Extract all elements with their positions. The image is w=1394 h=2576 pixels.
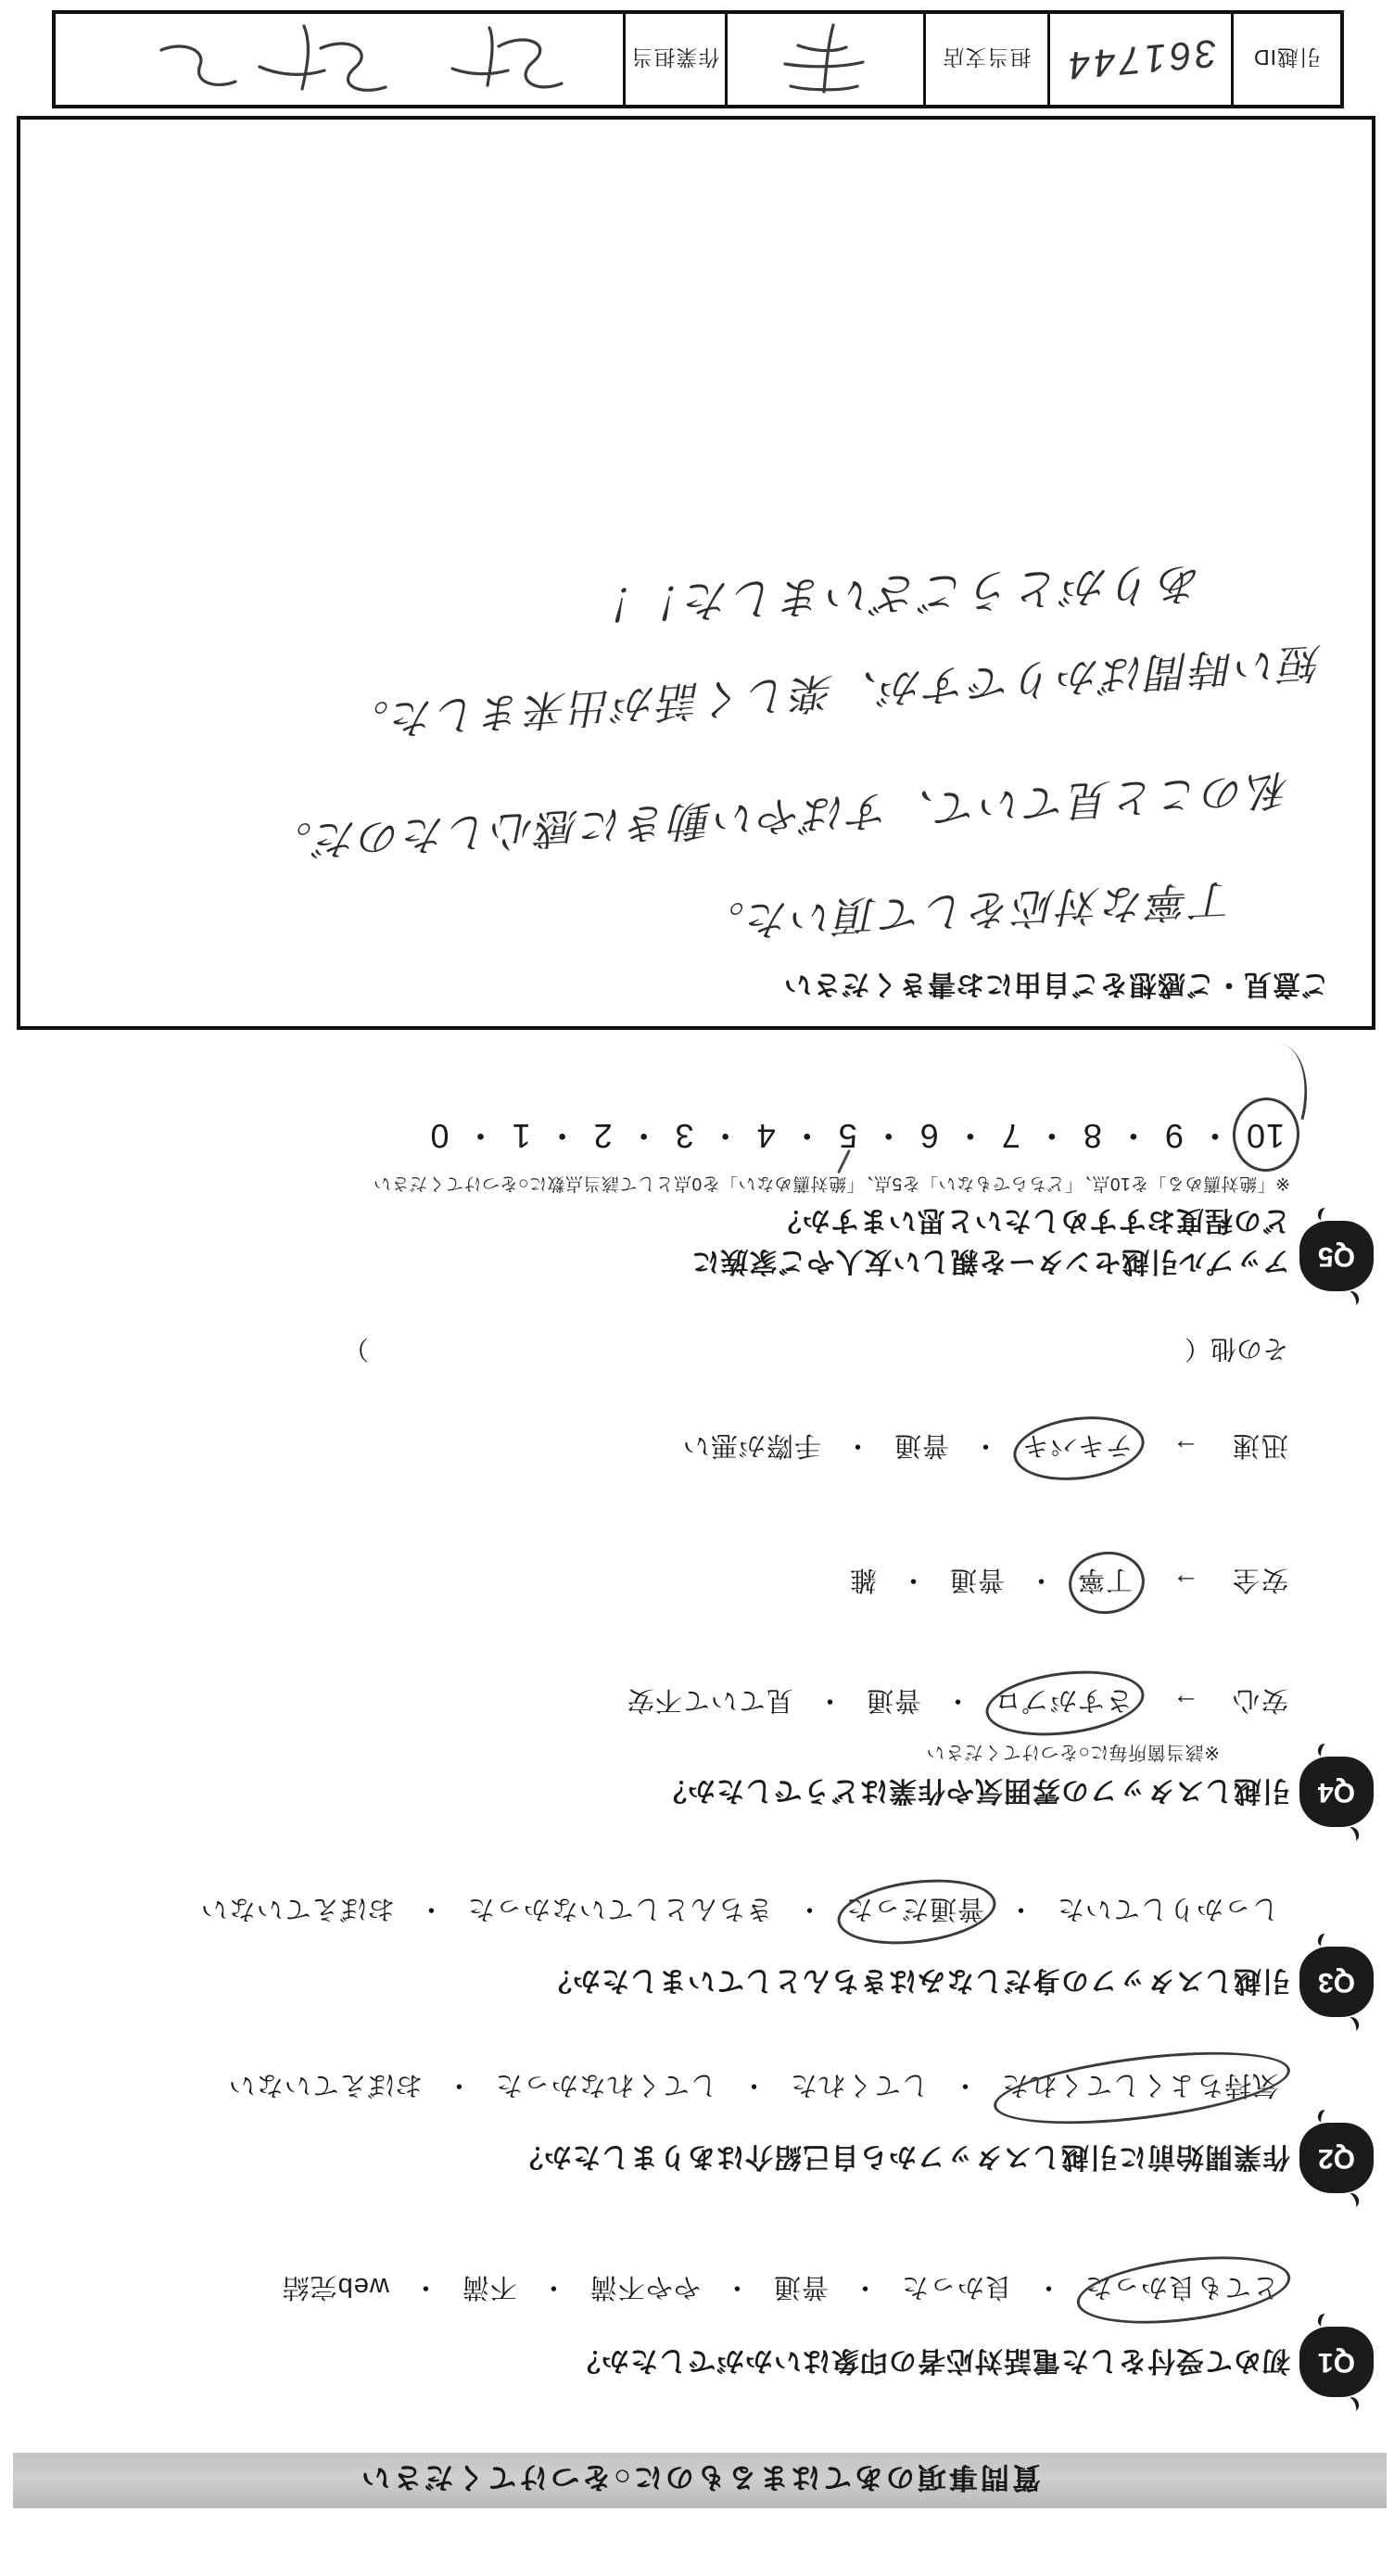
option-separator: ・ xyxy=(943,1685,971,1715)
option-selected-circled: 気持ちよくしてくれた xyxy=(1001,2068,1279,2106)
option: 8 xyxy=(1082,1117,1102,1155)
option-separator: ・ xyxy=(416,1894,445,1923)
handwritten-comment-line1: 丁寧な対応をして頂いた。 xyxy=(699,875,1236,946)
comment-header: ご意見・ご感想をご自由にお書きください xyxy=(783,969,1329,999)
option: してくれなかった xyxy=(494,2070,717,2100)
option: 1 xyxy=(511,1117,531,1155)
q1-badge xyxy=(1299,2327,1374,2397)
option: しっかりしていた xyxy=(1056,1894,1279,1923)
q4-row-anshin-options xyxy=(627,1683,1133,1721)
q5-badge-label: Q5 xyxy=(1317,1241,1356,1272)
staff-table xyxy=(52,10,1344,108)
q4-row-anzen-arrow: → xyxy=(1172,1567,1199,1597)
q4-row-anzen-options xyxy=(849,1563,1133,1601)
option-separator: ・ xyxy=(444,2070,473,2100)
q4-row-jinsoku-options xyxy=(682,1428,1133,1466)
q5-title-line2: どの程度おすすめしたいと思いますか？ xyxy=(772,1205,1290,1236)
q2-options xyxy=(228,2068,1279,2106)
move-id-label: 引越ID xyxy=(1231,14,1340,105)
option: 雑 xyxy=(848,1565,877,1594)
q4-other-row xyxy=(343,1332,1288,1369)
option-separator: ・ xyxy=(544,1117,579,1155)
option-selected-circled: 普通だった xyxy=(845,1892,984,1930)
option-separator: ・ xyxy=(870,1117,906,1155)
q3-badge-label: Q3 xyxy=(1317,1967,1356,1998)
option-selected-circled: 10 xyxy=(1245,1117,1285,1155)
move-id-value-cell xyxy=(1047,14,1231,105)
q4-row-jinsoku xyxy=(682,1428,1288,1466)
option-separator: ・ xyxy=(1006,1894,1034,1923)
q2-badge xyxy=(1299,2123,1374,2193)
crew-label: 作業担当 xyxy=(623,14,725,105)
option-separator: ・ xyxy=(1026,1565,1055,1594)
q1-title: 初めて受付をした電話対応者の印象はいかがでしたか？ xyxy=(572,2345,1290,2376)
option: web完結 xyxy=(281,2272,389,2302)
q4-row-anshin-arrow: → xyxy=(1172,1688,1199,1718)
option-separator: ・ xyxy=(1033,2272,1062,2302)
branch-handwritten-cell xyxy=(725,14,923,105)
option: 6 xyxy=(919,1117,939,1155)
q2-badge-label: Q2 xyxy=(1317,2143,1356,2174)
option: 普通 xyxy=(948,1565,1005,1594)
option-separator: ・ xyxy=(463,1117,498,1155)
option-separator: ・ xyxy=(898,1565,927,1594)
option: 見ていて不安 xyxy=(626,1685,793,1715)
option-separator: ・ xyxy=(794,1894,823,1923)
option: 9 xyxy=(1163,1117,1184,1155)
q5-note: ※「絶対薦める」を10点、「どちらでもない」を5点、「絶対薦めない」を0点として該当点数に○をつけてください xyxy=(373,1174,1290,1193)
option-separator: ・ xyxy=(952,1117,987,1155)
option-separator: ・ xyxy=(789,1117,824,1155)
move-id-handwritten-value: 361744 xyxy=(1062,31,1219,89)
option-separator: ・ xyxy=(950,2070,979,2100)
q3-title: 引越しスタッフの身だしなみはきちんとしていましたか？ xyxy=(543,1965,1290,1996)
option-separator: ・ xyxy=(707,1117,742,1155)
option: おぼえていない xyxy=(199,1894,395,1923)
option: 手際が悪い xyxy=(681,1430,821,1460)
option: 良かった xyxy=(900,2272,1012,2302)
q4-row-anzen xyxy=(849,1563,1288,1601)
option: やや不満 xyxy=(589,2272,701,2302)
option: してくれた xyxy=(789,2070,929,2100)
option-selected-circled: さすがプロ xyxy=(994,1683,1133,1721)
option-selected-circled: テキパキ xyxy=(1021,1428,1133,1466)
q4-title: 引越しスタッフの雰囲気や作業はどうでしたか？ xyxy=(658,1775,1290,1806)
q1-badge-label: Q1 xyxy=(1317,2347,1356,2378)
option: 0 xyxy=(429,1117,450,1155)
option-selected-circled: 丁寧 xyxy=(1077,1563,1133,1601)
option: 5 xyxy=(837,1117,857,1155)
option-selected-circled: とても良かった xyxy=(1084,2270,1279,2308)
crew-signatures-scribble xyxy=(80,17,599,102)
option-separator: ・ xyxy=(1033,1117,1069,1155)
option-separator: ・ xyxy=(970,1430,999,1460)
q5-scale xyxy=(429,1114,1285,1161)
option-separator: ・ xyxy=(539,2272,567,2302)
branch-handwriting-scribble xyxy=(756,19,895,99)
option: 普通 xyxy=(865,1685,921,1715)
option-separator: ・ xyxy=(722,2272,751,2302)
option: きちんとしていなかった xyxy=(466,1894,773,1923)
q4-other-open: その他（ xyxy=(1184,1335,1288,1364)
q4-row-anshin xyxy=(627,1683,1288,1721)
q3-badge xyxy=(1299,1947,1374,2017)
option: 3 xyxy=(674,1117,694,1155)
option-separator: ・ xyxy=(850,2272,879,2302)
q4-other-close: ） xyxy=(342,1335,369,1364)
q4-row-anshin-label: 安心 xyxy=(1230,1685,1288,1715)
option: おぼえていない xyxy=(227,2070,423,2100)
option: 普通 xyxy=(893,1430,949,1460)
q4-badge xyxy=(1299,1757,1374,1827)
option: 7 xyxy=(1000,1117,1020,1155)
option-separator: ・ xyxy=(739,2070,767,2100)
option: 普通 xyxy=(772,2272,829,2302)
q4-row-jinsoku-label: 迅速 xyxy=(1230,1430,1288,1460)
option-separator: ・ xyxy=(815,1685,843,1715)
instruction-band-text: 質問事項のあてはまるものに○をつけてください xyxy=(359,2461,1041,2494)
option: 2 xyxy=(592,1117,613,1155)
q1-options xyxy=(282,2270,1279,2308)
option: 4 xyxy=(755,1117,776,1155)
instruction-band xyxy=(13,2453,1387,2508)
crew-signatures-cell xyxy=(56,14,623,105)
option-separator: ・ xyxy=(1197,1117,1232,1155)
option-separator: ・ xyxy=(1115,1117,1150,1155)
q3-options xyxy=(200,1892,1279,1930)
handwritten-comment-line4: ありがとうございました！！ xyxy=(588,557,1204,628)
handwritten-comment-line2: 私のこと見ていて、すばやい動きに感心したのだ。 xyxy=(267,766,1291,867)
option-separator: ・ xyxy=(411,2272,439,2302)
q4-row-jinsoku-arrow: → xyxy=(1172,1433,1199,1463)
q2-title: 作業開始前に引越しスタッフから自己紹介はありましたか？ xyxy=(514,2141,1290,2172)
branch-label: 担当支店 xyxy=(923,14,1047,105)
q5-title-line1: アップル引越センターを親しい友人やご家族に xyxy=(691,1246,1290,1276)
option: 不満 xyxy=(461,2272,517,2302)
handwritten-comment-line3: 短い時間ばかりですが、楽しく話が出来ました。 xyxy=(344,638,1324,746)
option-separator: ・ xyxy=(843,1430,871,1460)
q5-badge xyxy=(1299,1221,1374,1291)
q4-note: ※該当箇所毎に○をつけてください xyxy=(926,1742,1220,1762)
q4-row-anzen-label: 安全 xyxy=(1230,1565,1288,1594)
q4-badge-label: Q4 xyxy=(1317,1777,1356,1808)
option-separator: ・ xyxy=(626,1117,661,1155)
